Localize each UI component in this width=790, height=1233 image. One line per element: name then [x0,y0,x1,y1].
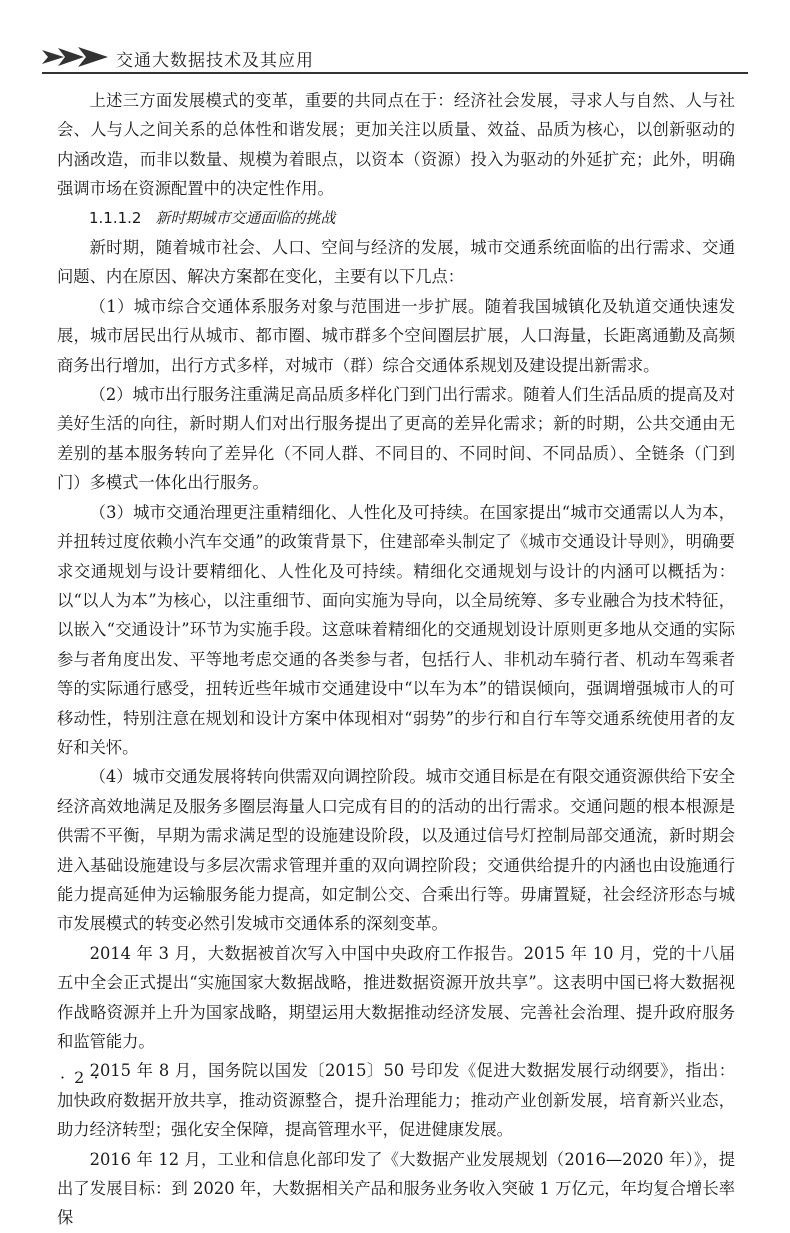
paragraph: 新时期，随着城市社会、人口、空间与经济的发展，城市交通系统面临的出行需求、交通问题、内在原因、解决方案都在变化，主要有以下几点： [57,238,735,287]
paragraph: （4）城市交通发展将转向供需双向调控阶段。城市交通目标是在有限交通资源供给下安全经济高效地满足及服务多圈层海量人口完成有目的的活动的出行需求。交通问题的根本根源是供需不平衡，早期为需求满足型的设施建设阶段，以及通过信号灯控制局部交通流，新时期会进入基础设施建设与多层次需求管理并重的双向调控阶段；交通供给提升的内涵也由设施通行能力提高延伸为运输服务能力提高，如定制公交、合乘出行等。毋庸置疑，社会经济形态与城市发展模式的转变必然引发城市交通体系的深刻变革。 [57,767,735,934]
arrow-chevrons-icon [42,44,112,70]
page-body [57,86,735,1233]
paragraph: （1）城市综合交通体系服务对象与范围进一步扩展。随着我国城镇化及轨道交通快速发展，城市居民出行从城市、都市圈、城市群多个空间圈层扩展，人口海量，长距离通勤及高频商务出行增加，出行方式多样，对城市（群）综合交通体系规划及建设提出新需求。 [57,296,735,375]
section-title: 新时期城市交通面临的挑战 [155,208,336,227]
paragraph: 2016 年 12 月，工业和信息化部印发了《大数据产业发展规划（2016—2020 年）》，提出了发展目标：到 2020 年，大数据相关产品和服务业务收入突破 1 万亿元，年均复合增长率保 [57,1149,735,1228]
section-heading [57,204,735,233]
paragraph: （2）城市出行服务注重满足高品质多样化门到门出行需求。随着人们生活品质的提高及对美好生活的向往，新时期人们对出行服务提出了更高的差异化需求；新的时期，公共交通由无差别的基本服务转向了差异化（不同人群、不同目的、不同时间、不同品质）、全链条（门到门）多模式一体化出行服务。 [57,385,735,493]
section-number: 1.1.1.2 [89,208,142,227]
paragraph: 上述三方面发展模式的变革，重要的共同点在于：经济社会发展，寻求人与自然、人与社会、人与人之间关系的总体性和谐发展；更加关注以质量、效益、品质为核心，以创新驱动的内涵改造，而非以数量、规模为着眼点，以资本（资源）投入为驱动的外延扩充；此外，明确强调市场在资源配置中的决定性作用。 [57,91,735,199]
paragraph: 2014 年 3 月，大数据被首次写入中国中央政府工作报告。2015 年 10 月，党的十八届五中全会正式提出“实施国家大数据战略，推进数据资源开放共享”。这表明中国已将大数据视作战略资源并上升为国家战略，期望运用大数据推动经济发展、完善社会治理、提升政府服务和监管能力。 [57,943,735,1051]
paragraph: 2015 年 8 月，国务院以国发〔2015〕50 号印发《促进大数据发展行动纲要》，指出：加快政府数据开放共享，推动资源整合，提升治理能力；推动产业创新发展，培育新兴业态，助力经济转型；强化安全保障，提高管理水平，促进健康发展。 [57,1061,735,1140]
paragraph: （3）城市交通治理更注重精细化、人性化及可持续。在国家提出“城市交通需以人为本，并扭转过度依赖小汽车交通”的政策背景下，住建部牵头制定了《城市交通设计导则》，明确要求交通规划与设计要精细化、人性化及可持续。精细化交通规划与设计的内涵可以概括为：以“以人为本”为核心，以注重细节、面向实施为导向，以全局统筹、多专业融合为技术特征，以嵌入“交通设计”环节为实施手段。这意味着精细化的交通规划设计原则更多地从交通的实际参与者角度出发、平等地考虑交通的各类参与者，包括行人、非机动车骑行者、机动车驾乘者等的实际通行感受，扭转近些年城市交通建设中“以车为本”的错误倾向，强调增强城市人的可移动性，特别注意在规划和设计方案中体现相对“弱势”的步行和自行车等交通系统使用者的友好和关怀。 [57,502,735,757]
page-number: · 2 · [60,1068,101,1087]
header-rule [42,72,748,74]
book-title: 交通大数据技术及其应用 [116,51,314,71]
running-header [42,40,748,74]
